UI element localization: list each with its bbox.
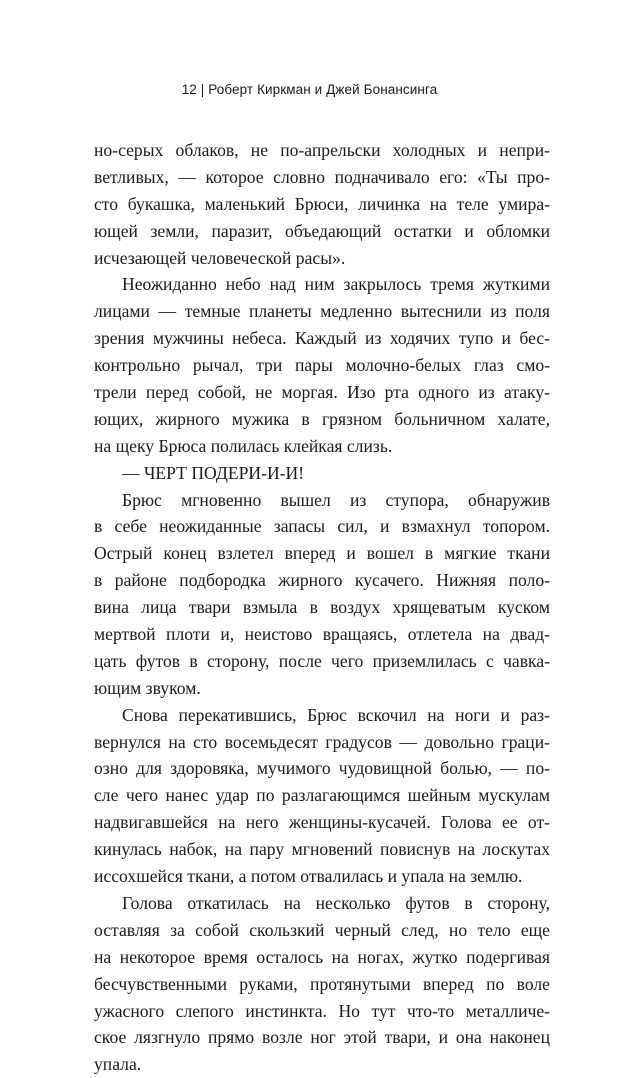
text-line: Острый конец взлетел вперед и вошел в мягкие ткани	[94, 543, 550, 564]
text-line: мертвой плоти и, неистово вращаясь, отлетела на двад-	[94, 624, 550, 645]
text-line: на некоторое время осталось на ногах, жутко подергивая	[94, 946, 550, 967]
text-line: ющей земли, паразит, объедающий остатки и обломки	[94, 220, 550, 241]
text-line: лицами — темные планеты медленно вытеснили из поля	[94, 301, 550, 322]
text-line: Снова перекатившись, Брюс вскочил на ноги и раз-	[122, 704, 550, 725]
text-line: ющим звуком.	[94, 677, 201, 698]
running-head: 12 | Роберт Киркман и Джей Бонансинга	[181, 82, 438, 97]
text-line: сто букашка, маленький Брюси, личинка на теле умира-	[94, 193, 550, 214]
text-line: вернулся на сто восемьдесят градусов — довольно граци-	[94, 731, 550, 752]
text-line: в себе неожиданные запасы сил, и взмахнул топором.	[94, 516, 550, 537]
text-line: зрения мужчины небеса. Каждый из ходячих тупо и бес-	[94, 328, 550, 349]
text-line: ветливых, — которое словно подначивало его: «Ты про-	[94, 166, 550, 187]
text-line: упала.	[94, 1054, 142, 1075]
text-line: оставляя за собой скользкий черный след, но тело еще	[94, 919, 550, 940]
text-line: сле чего нанес удар по разлагающимся шейным мускулам	[94, 785, 550, 806]
text-line: контрольно рычал, три пары молочно-белых глаз смо-	[94, 355, 550, 376]
text-line: иссохшейся ткани, а потом отвалилась и упала на землю.	[94, 866, 523, 887]
text-line: — ЧЕРТ ПОДЕРИ-И-И!	[122, 462, 305, 483]
text-line: бесчувственными руками, протянутыми вперед по воле	[94, 973, 550, 994]
text-line: Неожиданно небо над ним закрылось тремя жуткими	[122, 274, 550, 295]
body-text	[94, 137, 550, 1078]
text-line: трели перед собой, не моргая. Изо рта одного из атаку-	[94, 382, 550, 403]
text-line: озно для здоровяка, мучимого чудовищной болью, — по-	[94, 758, 550, 779]
text-line: ужасного слепого инстинкта. Но тут что-то металличе-	[94, 1000, 550, 1021]
text-line: Голова откатилась на несколько футов в сторону,	[122, 892, 550, 913]
text-line: кинулась набок, на пару мгновений повиснув на лоскутах	[94, 839, 550, 860]
text-line: Брюс мгновенно вышел из ступора, обнаружив	[122, 489, 550, 510]
text-line: в районе подбородка жирного кусачего. Нижняя поло-	[94, 570, 550, 591]
text-line: исчезающей человеческой расы».	[94, 247, 346, 268]
text-line: ское лязгнуло прямо возле ног этой твари, и она наконец	[94, 1027, 550, 1048]
text-line: но-серых облаков, не по-апрельски холодных и непри-	[94, 140, 550, 160]
text-line: ющих, жирного мужика в грязном больничном халате,	[94, 408, 550, 429]
text-line: надвигавшейся на него женщины-кусачей. Голова ее от-	[94, 812, 550, 833]
text-line: цать футов в сторону, после чего приземлилась с чавка-	[94, 650, 550, 671]
text-line: вина лица твари взмыла в воздух хрящеватым куском	[94, 597, 550, 618]
text-line: на щеку Брюса полилась клейкая слизь.	[94, 435, 393, 456]
